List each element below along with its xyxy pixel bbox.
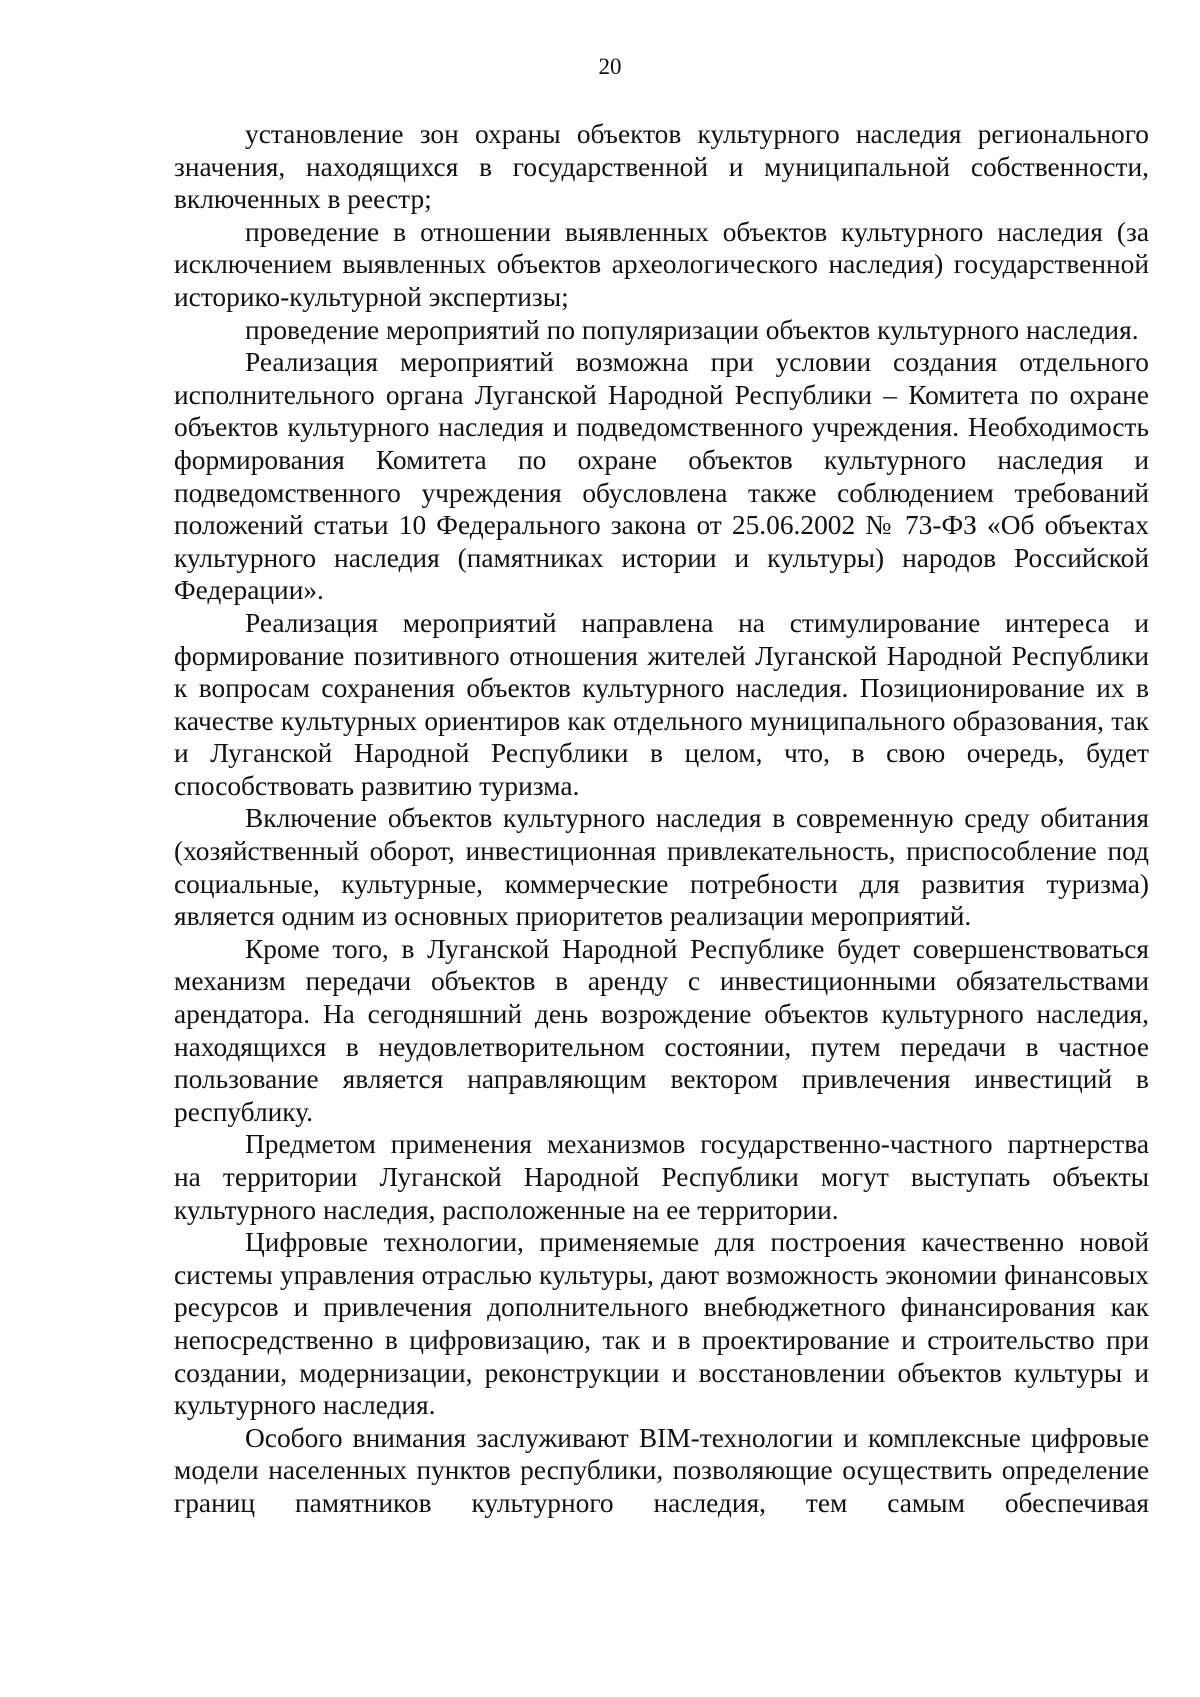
paragraph-4: Реализация мероприятий возможна при условии создания отдельного исполнительного органа Луганской Народной Республики – Комитета по охране объектов культурного наследия и подведомственного учреждения. Необходимость формирования Комитета по охране объектов культурного наследия и подведомственного учреждения обусловлена также соблюдением требований положений статьи 10 Федерального закона от 25.06.2002 № 73-ФЗ «Об объектах культурного наследия (памятниках истории и культуры) народов Российской Федерации».	[174, 347, 1149, 606]
paragraph-5: Реализация мероприятий направлена на стимулирование интереса и формирование позитивного отношения жителей Луганской Народной Республики к вопросам сохранения объектов культурного наследия. Позиционирование их в качестве культурных ориентиров как отдельного муниципального образования, так и Луганской Народной Республики в целом, что, в свою очередь, будет способствовать развитию туризма.	[174, 607, 1149, 801]
paragraph-1: установление зон охраны объектов культурного наследия регионального значения, находящихся в государственной и муниципальной собственности, включенных в реестр;	[174, 119, 1149, 215]
paragraph-9: Цифровые технологии, применяемые для построения качественно новой системы управления отраслью культуры, дают возможность экономии финансовых ресурсов и привлечения дополнительного внебюджетного финансирования как непосредственно в цифровизацию, так и в проектирование и строительство при создании, модернизации, реконструкции и восстановлении объектов культуры и культурного наследия.	[174, 1227, 1149, 1421]
paragraph-8: Предметом применения механизмов государственно-частного партнерства на территории Луганской Народной Республики могут выступать объекты культурного наследия, расположенные на ее территории.	[174, 1129, 1149, 1225]
paragraph-2: проведение в отношении выявленных объектов культурного наследия (за исключением выявленных объектов археологического наследия) государственной историко-культурной экспертизы;	[174, 216, 1149, 312]
paragraph-3: проведение мероприятий по популяризации объектов культурного наследия.	[245, 314, 1139, 345]
paragraph-7: Кроме того, в Луганской Народной Республике будет совершенствоваться механизм передачи объектов в аренду с инвестиционными обязательствами арендатора. На сегодняшний день возрождение объектов культурного наследия, находящихся в неудовлетворительном состоянии, путем передачи в частное пользование является направляющим вектором привлечения инвестиций в республику.	[174, 933, 1149, 1127]
page-number: 20	[598, 54, 622, 79]
paragraph-6: Включение объектов культурного наследия в современную среду обитания (хозяйственный оборот, инвестиционная привлекательность, приспособление под социальные, культурные, коммерческие потребности для развития туризма) является одним из основных приоритетов реализации мероприятий.	[174, 803, 1149, 932]
body-text	[174, 118, 1149, 1520]
paragraph-10: Особого внимания заслуживают BIM-технологии и комплексные цифровые модели населенных пунктов республики, позволяющие осуществить определение границ памятников культурного наследия, тем самым обеспечивая	[174, 1422, 1149, 1518]
